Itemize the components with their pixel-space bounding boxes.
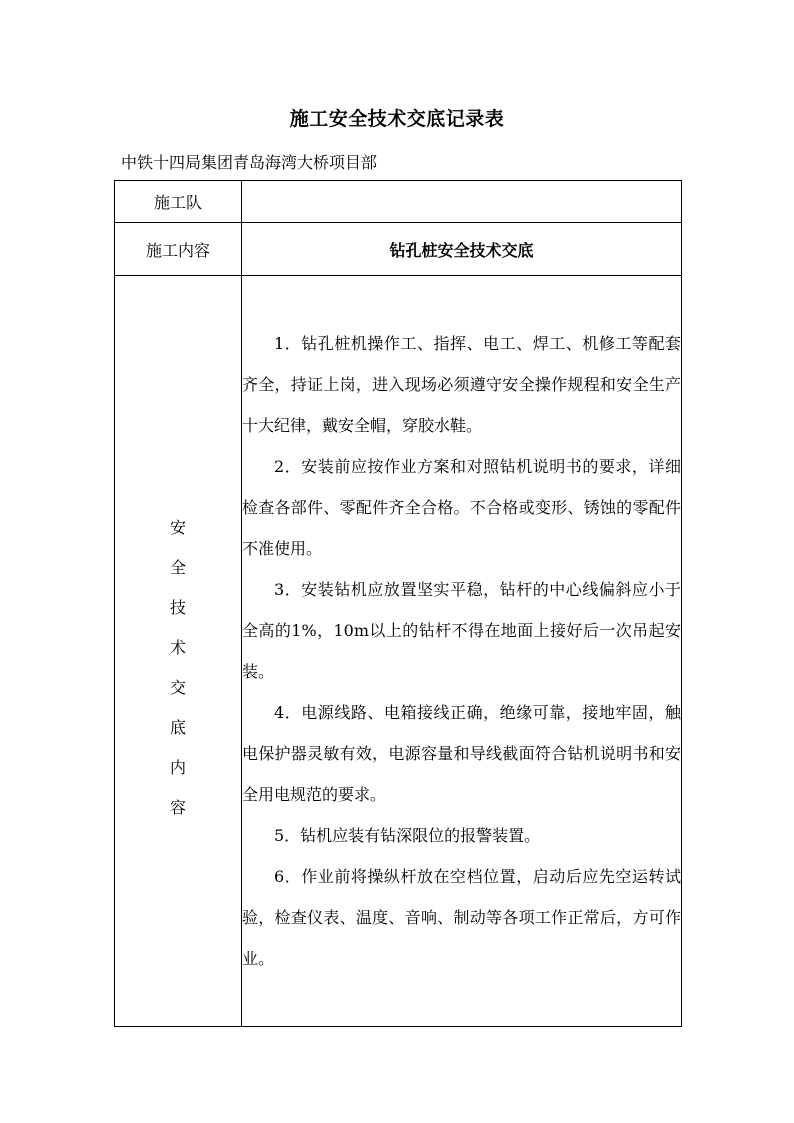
work-content-label: 施工内容 bbox=[115, 223, 242, 276]
table-row-work bbox=[115, 223, 682, 276]
safety-content-body bbox=[242, 276, 682, 1027]
paragraph-2: 2．安装前应按作业方案和对照钻机说明书的要求，详细检查各部件、零配件齐全合格。不合格或变形、锈蚀的零配件不准使用。 bbox=[242, 457, 681, 558]
vertical-label-char: 技 bbox=[169, 597, 186, 617]
vertical-label-char: 术 bbox=[169, 637, 186, 657]
paragraph-3: 3．安装钻机应放置坚实平稳，钻杆的中心线偏斜应小于全高的1%，10m以上的钻杆不得在地面上接好后一次吊起安装。 bbox=[242, 580, 681, 681]
document-title: 施工安全技术交底记录表 bbox=[289, 108, 505, 130]
table-row-safety bbox=[115, 276, 682, 1027]
safety-content-label bbox=[115, 276, 242, 1027]
team-label: 施工队 bbox=[115, 181, 242, 223]
organization-name: 中铁十四局集团青岛海湾大桥项目部 bbox=[121, 153, 378, 172]
paragraph-5: 5．钻机应装有钻深限位的报警装置。 bbox=[274, 826, 541, 845]
vertical-label-char: 交 bbox=[169, 677, 186, 697]
vertical-label-char: 全 bbox=[169, 557, 186, 577]
team-value bbox=[242, 181, 682, 223]
work-content-value: 钻孔桩安全技术交底 bbox=[242, 223, 682, 276]
vertical-label-char: 安 bbox=[169, 517, 186, 537]
vertical-label-char: 容 bbox=[169, 797, 186, 817]
vertical-label bbox=[115, 515, 241, 818]
vertical-label-char: 底 bbox=[169, 717, 186, 737]
paragraph-4: 4．电源线路、电箱接线正确，绝缘可靠，接地牢固，触电保护器灵敏有效，电源容量和导线截面符合钻机说明书和安全用电规范的要求。 bbox=[242, 703, 681, 804]
paragraph-1: 1．钻孔桩机操作工、指挥、电工、焊工、机修工等配套齐全，持证上岗，进入现场必须遵守安全操作规程和安全生产十大纪律，戴安全帽，穿胶水鞋。 bbox=[242, 334, 681, 435]
record-table bbox=[114, 180, 682, 1027]
vertical-label-char: 内 bbox=[169, 757, 186, 777]
table-row-team bbox=[115, 181, 682, 223]
paragraph-6: 6．作业前将操纵杆放在空档位置，启动后应先空运转试验，检查仪表、温度、音响、制动等各项工作正常后，方可作业。 bbox=[242, 867, 681, 968]
